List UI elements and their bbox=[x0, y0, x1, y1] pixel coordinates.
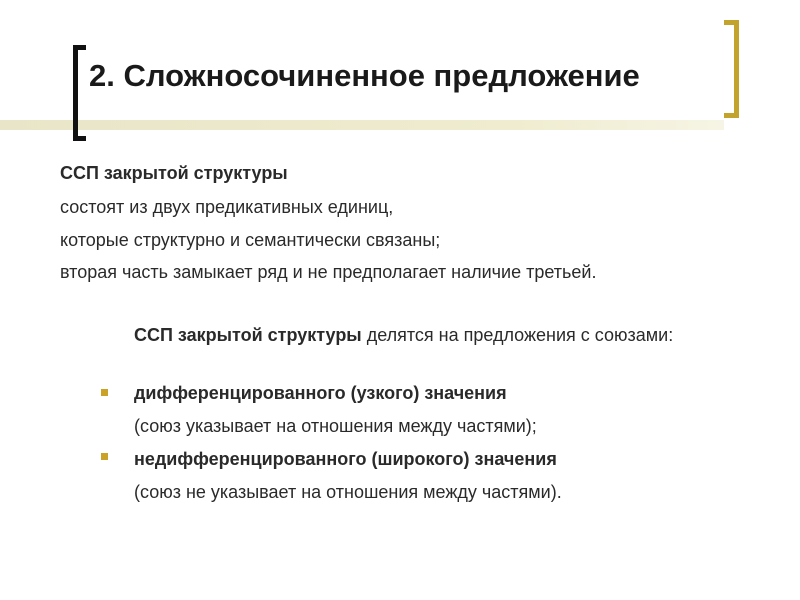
definition-heading: ССП закрытой структуры bbox=[60, 163, 288, 183]
list-item-note: (союз указывает на отношения между частями); bbox=[134, 416, 537, 436]
left-bracket-decoration bbox=[73, 45, 86, 141]
classification-intro bbox=[134, 323, 734, 348]
definition-line-3: вторая часть замыкает ряд и не предполагает наличие третьей. bbox=[60, 262, 597, 282]
list-item-note: (союз не указывает на отношения между частями). bbox=[134, 482, 562, 502]
definition-line-1: состоят из двух предикативных единиц, bbox=[60, 197, 394, 217]
slide-title: 2. Сложносочиненное предложение bbox=[89, 58, 640, 93]
square-bullet-icon bbox=[101, 453, 108, 460]
classification-intro-bold: ССП закрытой структуры bbox=[134, 325, 362, 345]
right-bracket-decoration bbox=[724, 20, 739, 118]
definition-line-2: которые структурно и семантически связаны; bbox=[60, 230, 441, 250]
classification-intro-text: делятся на предложения с союзами: bbox=[361, 325, 674, 345]
title-underline bbox=[0, 120, 724, 130]
list-item-title: дифференцированного (узкого) значения bbox=[134, 383, 507, 403]
square-bullet-icon bbox=[101, 389, 108, 396]
list-item-title: недифференцированного (широкого) значения bbox=[134, 449, 557, 469]
